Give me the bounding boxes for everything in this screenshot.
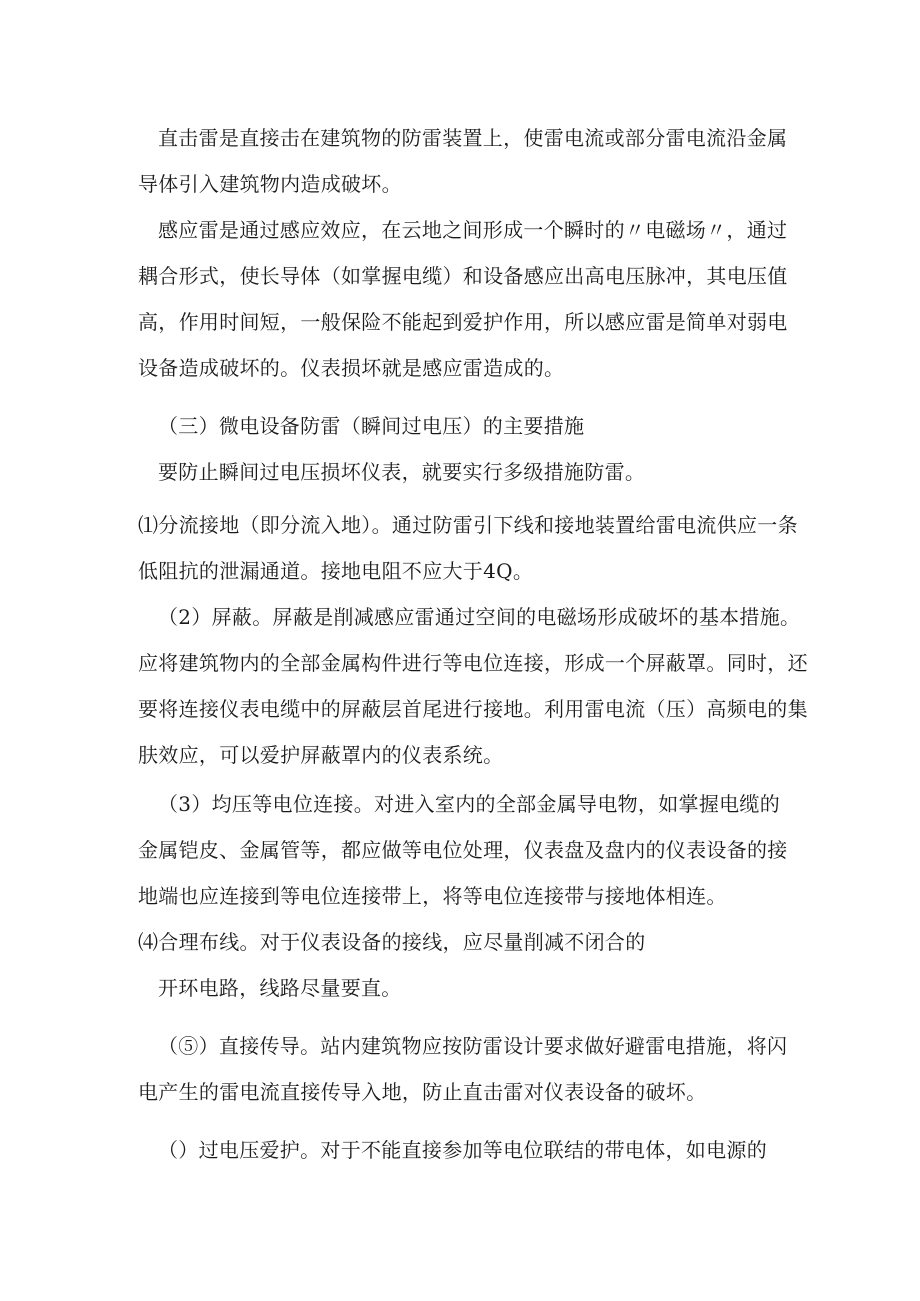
- paragraph-multi-level-protection: 要防止瞬间过电压损坏仪表，就要实行多级措施防雷。: [158, 460, 646, 484]
- paragraph-induced-lightning: 感应雷是通过感应效应，在云地之间形成一个瞬时的〃电磁场〃，通过耦合形式，使长导体（如掌握电缆）和设备感应出高电压脉冲，其电压值高，作用时间短，一般保险不能起到爱护作用，所以感应雷是简单对弱电设备造成破坏的。仪表损坏就是感应雷造成的。: [138, 218, 788, 380]
- section-heading-protection-measures: （三）微电设备防雷（瞬间过电压）的主要措施: [158, 414, 585, 438]
- list-item-wiring-continued: 开环电路，线路尽量要直。: [158, 976, 402, 1000]
- list-item-shunt-grounding: ⑴分流接地（即分流入地）。通过防雷引下线和接地装置给雷电流供应一条低阻抗的泄漏通道。接地电阻不应大于4Q。: [138, 513, 798, 583]
- list-item-wiring: ⑷合理布线。对于仪表设备的接线，应尽量削减不闭合的: [138, 930, 646, 954]
- list-item-overvoltage-protection: （）过电压爱护。对于不能直接参加等电位联结的带电体，如电源的: [158, 1138, 767, 1162]
- paragraph-direct-lightning: 直击雷是直接击在建筑物的防雷装置上，使雷电流或部分雷电流沿金属导体引入建筑物内造成破坏。: [138, 126, 788, 196]
- list-item-shielding: （2）屏蔽。屏蔽是削减感应雷通过空间的电磁场形成破坏的基本措施。应将建筑物内的全部金属构件进行等电位连接，形成一个屏蔽罩。同时，还要将连接仪表电缆中的屏蔽层首尾进行接地。利用雷电流（压）高频电的集肤效应，可以爱护屏蔽罩内的仪表系统。: [138, 605, 808, 767]
- list-item-equipotential-bonding: （3）均压等电位连接。对进入室内的全部金属导电物，如掌握电缆的金属铠皮、金属管等，都应做等电位处理，仪表盘及盘内的仪表设备的接地端也应连接到等电位连接带上，将等电位连接带与接地体相连。: [138, 792, 788, 908]
- list-item-direct-conduction: （⑤）直接传导。站内建筑物应按防雷设计要求做好避雷电措施，将闪电产生的雷电流直接传导入地，防止直击雷对仪表设备的破坏。: [138, 1034, 788, 1104]
